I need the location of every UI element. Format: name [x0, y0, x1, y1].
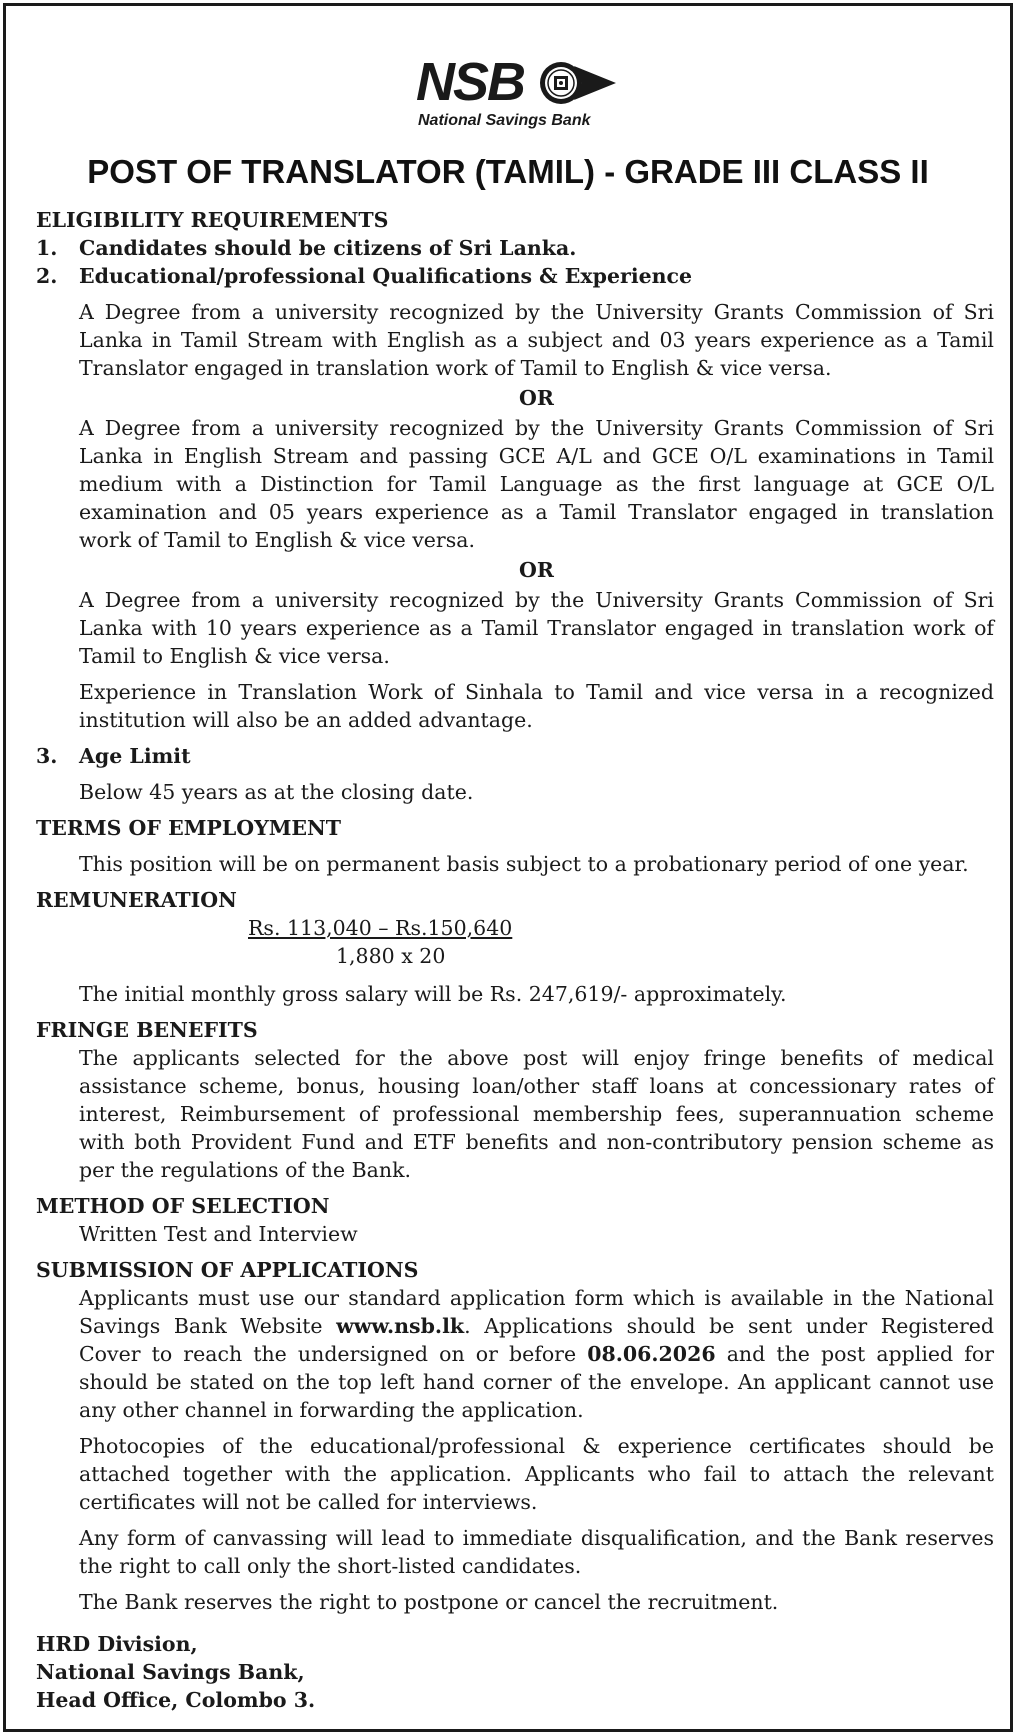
- eligibility-item-2: [36, 262, 994, 290]
- address-block: [36, 1630, 994, 1714]
- added-advantage-text: Experience in Translation Work of Sinhala to Tamil and vice versa in a recognized institution will also be an added advantage.: [79, 680, 994, 732]
- fringe-benefits-text: The applicants selected for the above post will enjoy fringe benefits of medical assistance scheme, bonus, housing loan/other staff loans at concessionary rates of interest, Reimbursement of professional membership fees, superannuation scheme with both Provident Fund and ETF benefits and non-contributory pension scheme as per the regulations of the Bank.: [79, 1046, 994, 1182]
- item-label: Educational/professional Qualifications & Experience: [79, 264, 693, 288]
- advertisement-frame: [3, 3, 1013, 1732]
- age-limit-text: Below 45 years as at the closing date.: [79, 780, 474, 804]
- or-separator: OR: [519, 386, 554, 410]
- qualification-option-2: A Degree from a university recognized by the University Grants Commission of Sri Lanka in English Stream and passing GCE A/L and GCE O/L examinations in Tamil medium with a Distinction for Tamil Language as the first language at GCE O/L examination and 05 years experience as a Tamil Translator engaged in translation work of Tamil to English & vice versa.: [79, 416, 994, 552]
- submission-heading: SUBMISSION OF APPLICATIONS: [36, 1258, 419, 1282]
- item-number: 3.: [36, 744, 58, 768]
- qualification-option-1: A Degree from a university recognized by the University Grants Commission of Sri Lanka in Tamil Stream with English as a subject and 03 years experience as a Tamil Translator engaged in translation work of Tamil to English & vice versa.: [79, 300, 994, 380]
- address-line-3: Head Office, Colombo 3.: [36, 1688, 316, 1712]
- item-number: 2.: [36, 264, 58, 288]
- arrow-right-icon: [574, 64, 616, 102]
- remuneration-heading: REMUNERATION: [36, 888, 237, 912]
- logo-brand: NSB: [416, 52, 525, 112]
- terms-text: This position will be on permanent basis subject to a probationary period of one year.: [79, 852, 969, 876]
- address-line-2: National Savings Bank,: [36, 1660, 305, 1684]
- closing-date: 08.06.2026: [587, 1342, 716, 1366]
- or-separator: OR: [519, 558, 554, 582]
- eligibility-item-1: [36, 234, 994, 262]
- document-body: [36, 206, 994, 1714]
- address-line-1: HRD Division,: [36, 1632, 198, 1656]
- gross-salary-text: The initial monthly gross salary will be Rs. 247,619/- approximately.: [79, 982, 787, 1006]
- logo-subtitle: National Savings Bank: [418, 112, 591, 129]
- page-title: POST OF TRANSLATOR (TAMIL) - GRADE III CLASS II: [87, 153, 929, 190]
- salary-range: Rs. 113,040 – Rs.150,640: [248, 916, 513, 940]
- submission-paragraph-1: Applicants must use our standard application form which is available in the National Savings Bank Website www.nsb.lk. Applications should be sent under Registered Cover to reach the undersigned on or before 08.06.2026 and the post applied for should be stated on the top left hand corner of the envelope. An applicant cannot use any other channel in forwarding the application.: [79, 1286, 994, 1422]
- submission-paragraph-4: The Bank reserves the right to postpone or cancel the recruitment.: [79, 1590, 779, 1614]
- selection-text: Written Test and Interview: [79, 1222, 358, 1246]
- terms-heading: TERMS OF EMPLOYMENT: [36, 816, 342, 840]
- submission-paragraph-2: Photocopies of the educational/professional & experience certificates should be attached together with the application. Applicants who fail to attach the relevant certificates will not be called for interviews.: [79, 1434, 994, 1514]
- qualification-option-3: A Degree from a university recognized by the University Grants Commission of Sri Lanka with 10 years experience as a Tamil Translator engaged in translation work of Tamil to English & vice versa.: [79, 588, 994, 668]
- eligibility-heading: ELIGIBILITY REQUIREMENTS: [36, 208, 389, 232]
- submission-paragraph-3: Any form of canvassing will lead to immediate disqualification, and the Bank reserves the right to call only the short-listed candidates.: [79, 1526, 994, 1578]
- nsb-logo: [416, 54, 616, 134]
- selection-heading: METHOD OF SELECTION: [36, 1194, 330, 1218]
- eligibility-item-3: [36, 742, 994, 770]
- salary-increment: 1,880 x 20: [336, 944, 446, 968]
- item-label: Age Limit: [79, 744, 191, 768]
- item-number: 1.: [36, 236, 58, 260]
- item-label: Candidates should be citizens of Sri Lanka.: [79, 236, 577, 260]
- fringe-benefits-heading: FRINGE BENEFITS: [36, 1018, 258, 1042]
- website-link[interactable]: www.nsb.lk: [336, 1314, 465, 1338]
